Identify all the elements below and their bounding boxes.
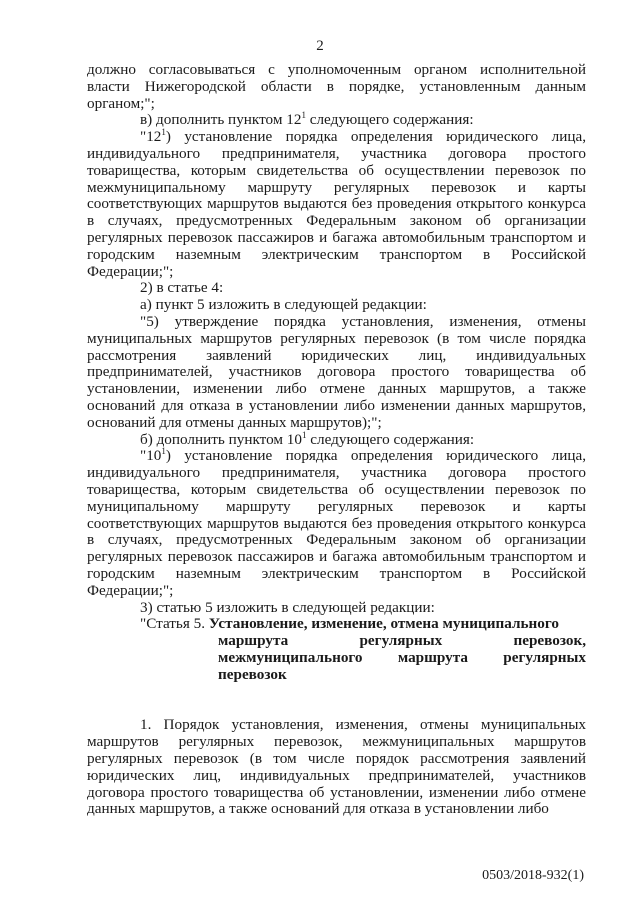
spacer bbox=[87, 683, 586, 717]
paragraph-article-4: 2) в статье 4: bbox=[140, 279, 224, 297]
paragraph-point-10-1: "$10^1$) установление порядка определения юридического лица, индивидуального предпринимателя, участника договора простого товарищества, которым свидетельства об осуществлении перевозок по муниципальному маршруту регулярных перевозок и карты соответствующих маршрутов выдаются без проведения открытого конкурса в случаях, предусмотренных Федеральным законом об организации регулярных перевозок пассажиров и багажа автомобильным транспортом и городским наземным электрическим транспортом в Российской Федерации;"; bbox=[87, 446, 586, 599]
article-5-heading-continuation: маршрута регулярных перевозок, межмуниципального маршрута регулярных перевозок bbox=[218, 632, 586, 683]
document-code: 0503/2018-932(1) bbox=[482, 868, 584, 883]
paragraph-article-5-item-1: 1. Порядок установления, изменения, отмены муниципальных маршрутов регулярных перевозок, межмуниципальных маршрутов регулярных перевозок (в том числе порядок рассмотрения заявлений юридических лиц, индивидуальных предпринимателей, участников договора простого товарищества об установлении, изменении либо отмене данных маршрутов, а также оснований для отказа в установлении либо bbox=[87, 716, 586, 818]
document-body bbox=[87, 62, 586, 818]
paragraph-amendment-v: в) дополнить пунктом $12^1$ следующего содержания: bbox=[140, 110, 474, 129]
paragraph-amendment-b: б) дополнить пунктом $10^1$ следующего содержания: bbox=[140, 429, 475, 448]
paragraph-article-5-intro: 3) статью 5 изложить в следующей редакции: bbox=[140, 598, 435, 616]
page-number: 2 bbox=[316, 38, 324, 54]
paragraph-continuation: должно согласовываться с уполномоченным органом исполнительной власти Нижегородской области в порядке, установленным данным органом;"; bbox=[87, 61, 586, 112]
paragraph-point-5: "5) утверждение порядка установления, изменения, отмены муниципальных маршрутов регулярных перевозок (в том числе порядка рассмотрения заявлений юридических лиц, индивидуальных предпринимателей, участников договора простого товарищества об установлении, изменении либо отмене данных маршрутов, а также оснований для отказа в установлении либо изменении данных маршрутов, оснований для отмены данных маршрутов);"; bbox=[87, 312, 586, 431]
article-5-heading: "Статья 5. Установление, изменение, отмена муниципального bbox=[140, 615, 559, 633]
paragraph-point-12-1: "$12^1$) установление порядка определения юридического лица, индивидуального предпринимателя, участника договора простого товарищества, которым свидетельства об осуществлении перевозок по межмуниципальному маршруту регулярных перевозок и карты соответствующих маршрутов выдаются без проведения открытого конкурса в случаях, предусмотренных Федеральным законом об организации регулярных перевозок пассажиров и багажа автомобильным транспортом и городским наземным электрическим транспортом в Российской Федерации;"; bbox=[87, 127, 586, 280]
paragraph-point-5-intro: а) пункт 5 изложить в следующей редакции: bbox=[140, 296, 427, 314]
